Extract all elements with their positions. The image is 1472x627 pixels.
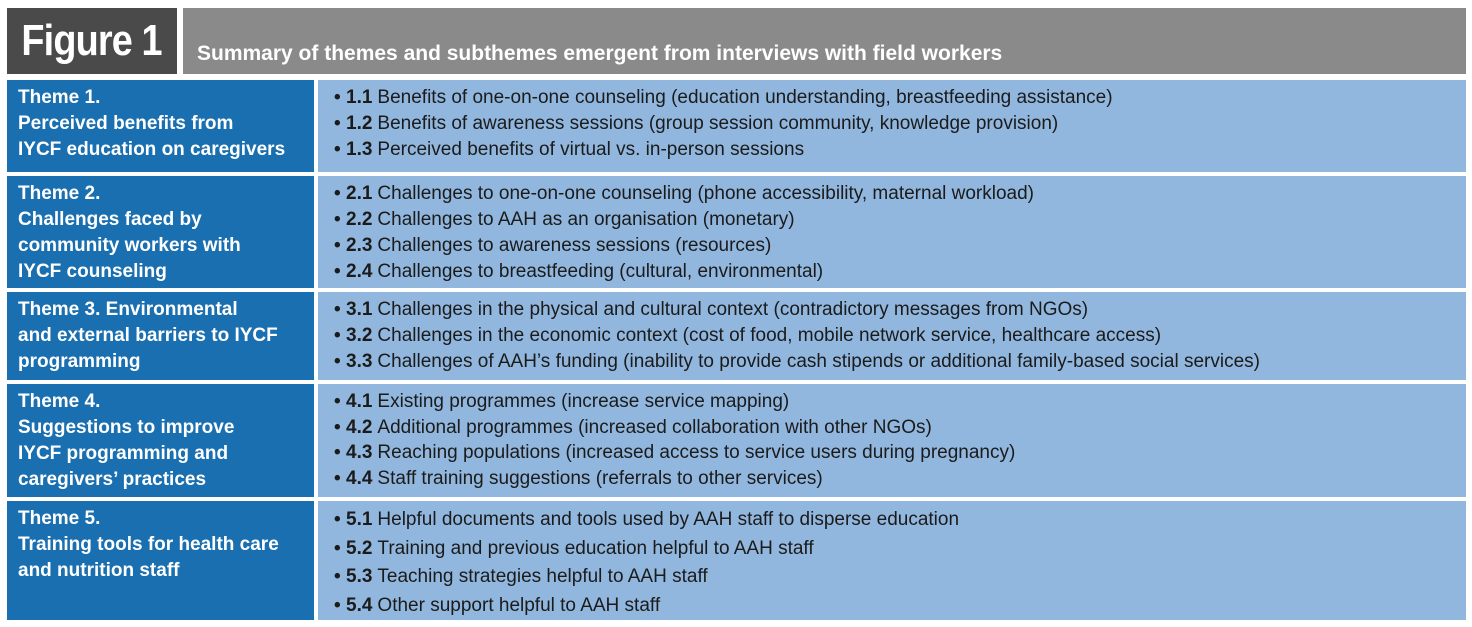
theme-row <box>7 176 1466 288</box>
theme-heading-line: Theme 3. Environmental <box>18 299 238 320</box>
subtheme-text: Benefits of awareness sessions (group session community, knowledge provision) <box>377 113 1059 134</box>
subtheme-number: 4.2 <box>346 416 373 438</box>
theme-heading-line: caregivers’ practices <box>18 469 207 490</box>
theme-heading-line: and nutrition staff <box>18 560 180 581</box>
theme-heading <box>7 292 314 380</box>
theme-heading-line: Challenges faced by <box>18 209 202 230</box>
subtheme-item <box>334 323 1466 349</box>
theme-heading <box>7 501 314 620</box>
figure-header <box>7 8 1466 74</box>
theme-heading-line: Training tools for health care <box>18 534 279 555</box>
theme-row <box>7 292 1466 380</box>
theme-heading <box>7 80 314 172</box>
subtheme-list <box>318 501 1466 620</box>
bullet-icon: • <box>334 235 341 256</box>
subtheme-item <box>334 349 1466 375</box>
subtheme-text: Challenges to one-on-one counseling (phone accessibility, maternal workload) <box>377 183 1034 204</box>
bullet-icon: • <box>334 325 341 346</box>
bullet-icon: • <box>334 139 341 160</box>
subtheme-item <box>334 535 1466 564</box>
theme-row <box>7 501 1466 620</box>
theme-heading-line: and external barriers to IYCF <box>18 325 278 346</box>
bullet-icon: • <box>334 351 341 372</box>
subtheme-item <box>334 111 1466 137</box>
subtheme-item <box>334 440 1466 466</box>
subtheme-number: 2.1 <box>346 183 373 204</box>
theme-heading-line: Theme 2. <box>18 183 101 204</box>
subtheme-number: 1.3 <box>346 139 373 160</box>
theme-heading-line: Theme 4. <box>18 391 101 412</box>
subtheme-text: Challenges of AAH’s funding (inability to provide cash stipends or additional family-based social services) <box>377 351 1260 372</box>
subtheme-number: 5.3 <box>346 566 373 587</box>
subtheme-text: Helpful documents and tools used by AAH staff to disperse education <box>377 509 960 530</box>
subtheme-list <box>318 176 1466 288</box>
subtheme-text: Teaching strategies helpful to AAH staff <box>377 566 708 587</box>
subtheme-number: 5.2 <box>346 537 373 559</box>
subtheme-number: 4.4 <box>346 467 373 489</box>
bullet-icon: • <box>334 467 341 489</box>
theme-heading-line: programming <box>18 351 141 372</box>
theme-heading <box>7 384 314 497</box>
subtheme-list <box>318 292 1466 380</box>
subtheme-item <box>334 506 1466 535</box>
bullet-icon: • <box>334 416 341 438</box>
subtheme-number: 3.3 <box>346 351 373 372</box>
bullet-icon: • <box>334 261 341 282</box>
subtheme-text: Benefits of one-on-one counseling (education understanding, breastfeeding assistance) <box>377 87 1113 108</box>
theme-heading-line: Theme 1. <box>18 87 101 108</box>
figure-label-text: Figure 1 <box>21 16 163 65</box>
subtheme-number: 5.1 <box>346 509 373 530</box>
subtheme-text: Challenges to breastfeeding (cultural, environmental) <box>377 261 824 282</box>
subtheme-number: 2.2 <box>346 209 373 230</box>
figure-title: Summary of themes and subthemes emergent from interviews with field workers <box>183 8 1466 74</box>
subtheme-text: Challenges in the economic context (cost of food, mobile network service, healthcare access) <box>377 325 1162 346</box>
subtheme-item <box>334 415 1466 441</box>
theme-heading-line: Suggestions to improve <box>18 417 235 438</box>
subtheme-number: 3.1 <box>346 299 373 320</box>
subtheme-text: Staff training suggestions (referrals to other services) <box>377 467 823 489</box>
bullet-icon: • <box>334 509 341 530</box>
bullet-icon: • <box>334 113 341 134</box>
bullet-icon: • <box>334 442 341 463</box>
subtheme-number: 3.2 <box>346 325 373 346</box>
theme-heading-line: Theme 5. <box>18 508 101 529</box>
bullet-icon: • <box>334 87 341 108</box>
subtheme-item <box>334 563 1466 592</box>
subtheme-item <box>334 259 1466 285</box>
subtheme-number: 1.1 <box>346 87 373 108</box>
subtheme-text: Reaching populations (increased access to service users during pregnancy) <box>377 442 1016 463</box>
subtheme-text: Perceived benefits of virtual vs. in-person sessions <box>377 139 805 160</box>
subtheme-item <box>334 297 1466 323</box>
subtheme-item <box>334 207 1466 233</box>
theme-row <box>7 384 1466 497</box>
subtheme-number: 1.2 <box>346 113 373 134</box>
bullet-icon: • <box>334 566 341 587</box>
subtheme-item <box>334 233 1466 259</box>
bullet-icon: • <box>334 209 341 230</box>
bullet-icon: • <box>334 537 341 559</box>
bullet-icon: • <box>334 299 341 320</box>
subtheme-text: Other support helpful to AAH staff <box>377 594 661 616</box>
theme-heading-line: Perceived benefits from <box>18 113 234 134</box>
subtheme-text: Training and previous education helpful to AAH staff <box>377 537 814 559</box>
theme-row <box>7 80 1466 172</box>
subtheme-number: 2.3 <box>346 235 373 256</box>
bullet-icon: • <box>334 391 341 412</box>
subtheme-number: 2.4 <box>346 261 373 282</box>
figure <box>7 8 1466 620</box>
subtheme-item <box>334 85 1466 111</box>
bullet-icon: • <box>334 594 341 616</box>
subtheme-item <box>334 137 1466 163</box>
subtheme-text: Additional programmes (increased collaboration with other NGOs) <box>377 416 932 438</box>
subtheme-list <box>318 384 1466 497</box>
subtheme-number: 4.1 <box>346 391 373 412</box>
subtheme-text: Existing programmes (increase service mapping) <box>377 391 790 412</box>
subtheme-number: 5.4 <box>346 594 373 616</box>
subtheme-text: Challenges in the physical and cultural context (contradictory messages from NGOs) <box>377 299 1089 320</box>
theme-heading-line: IYCF programming and <box>18 443 229 464</box>
theme-heading-line: community workers with <box>18 235 241 256</box>
subtheme-item <box>334 181 1466 207</box>
subtheme-item <box>334 466 1466 492</box>
subtheme-list <box>318 80 1466 172</box>
theme-heading-line: IYCF counseling <box>18 261 167 282</box>
bullet-icon: • <box>334 183 341 204</box>
subtheme-item <box>334 389 1466 415</box>
subtheme-text: Challenges to awareness sessions (resources) <box>377 235 772 256</box>
figure-label <box>7 8 177 74</box>
theme-heading-line: IYCF education on caregivers <box>18 139 286 160</box>
theme-heading <box>7 176 314 288</box>
subtheme-number: 4.3 <box>346 442 373 463</box>
subtheme-text: Challenges to AAH as an organisation (monetary) <box>377 209 795 230</box>
subtheme-item <box>334 592 1466 621</box>
